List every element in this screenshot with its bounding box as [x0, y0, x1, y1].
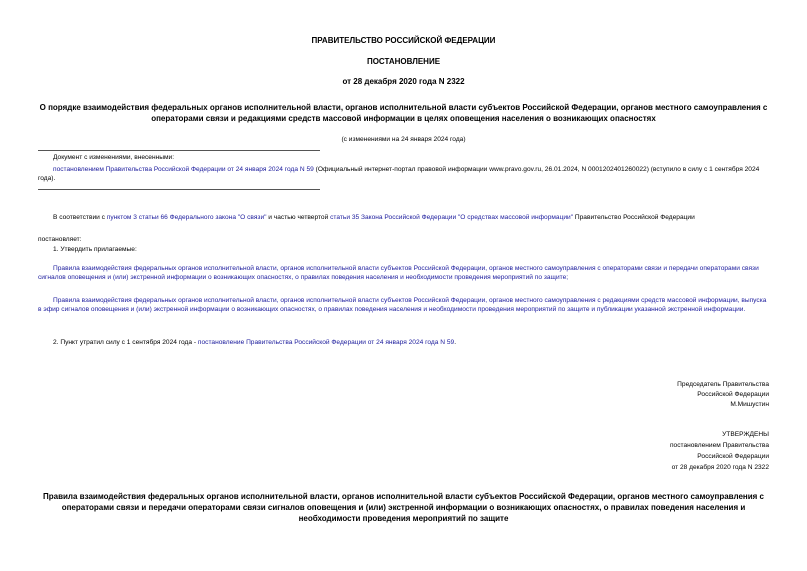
changes-intro: Документ с изменениями, внесенными:	[53, 154, 175, 161]
item-1: 1. Утвердить прилагаемые:	[53, 246, 137, 253]
document-type: ПОСТАНОВЛЕНИЕ	[366, 57, 441, 66]
preamble-link-mass-media[interactable]: статьи 35 Закона Российской Федерации "О средствах массовой информации"	[330, 214, 574, 221]
document-date-number: от 28 декабря 2020 года N 2322	[342, 77, 465, 86]
approval-by: постановлением Правительства	[669, 441, 769, 449]
government-name: ПРАВИТЕЛЬСТВО РОССИЙСКОЙ ФЕДЕРАЦИИ	[311, 36, 496, 45]
decides-text: постановляет:	[38, 236, 82, 243]
changes-text	[38, 166, 769, 183]
preamble-start: В соответствии с	[53, 214, 107, 221]
changes-rest: (Официальный интернет-портал правовой информации www.pravo.gov.ru, 26.01.2024, N 0001202401260022) (вступило в силу с 1 сентября 2024 года).	[38, 166, 760, 182]
document-title: О порядке взаимодействия федеральных органов исполнительной власти, органов исполнительной власти субъектов Российской Федерации, органов местного самоуправления с операторами связи и редакциями средств массовой информации в целях оповещения населения о возникающих опасностях	[39, 103, 768, 123]
preamble-end: Правительство Российской Федерации	[573, 214, 695, 221]
changes-link[interactable]: постановлением Правительства Российской Федерации от 24 января 2024 года N 59	[53, 166, 314, 173]
item-2-text: 2. Пункт утратил силу с 1 сентября 2024 года -	[53, 339, 198, 346]
item-2	[53, 339, 769, 348]
preamble-mid: и частью четвертой	[266, 214, 331, 221]
signature-name: М.Мишустин	[730, 401, 769, 409]
preamble-link-law-communications[interactable]: пунктом 3 статьи 66 Федерального закона "О связи"	[106, 214, 267, 221]
signature-block	[677, 380, 769, 411]
approval-country: Российской Федерации	[697, 452, 769, 460]
approval-block	[670, 430, 769, 474]
item-2-link[interactable]: постановление Правительства Российской Федерации от 24 января 2024 года N 59	[197, 339, 455, 346]
rules-heading: Правила взаимодействия федеральных органов исполнительной власти, органов исполнительной власти субъектов Российской Федерации, органов местного самоуправления с операторами связи и передачи операторами связи сигналов оповещения и (или) экстренной информации о возникающих опасностях, о правилах поведения населения и необходимости проведения мероприятий по защите	[42, 492, 764, 523]
rules-link-2[interactable]: Правила взаимодействия федеральных органов исполнительной власти, органов исполнительной власти субъектов Российской Федерации, органов местного самоуправления с редакциями средств массовой информации, выпуска в эфир сигналов оповещения и (или) экстренной информации о возникающих опасностях, о правилах поведения населения и необходимости проведения мероприятий по защите и публикации указанной экстренной информации.	[38, 297, 767, 313]
approval-date: от 28 декабря 2020 года N 2322	[671, 463, 769, 471]
approval-title: УТВЕРЖДЕНЫ	[722, 431, 769, 438]
item-2-end: .	[454, 339, 457, 346]
divider-top	[38, 150, 320, 151]
divider-bottom	[38, 189, 320, 190]
preamble	[53, 214, 769, 223]
signature-country: Российской Федерации	[697, 391, 769, 399]
amendment-note: (с изменениями на 24 января 2024 года)	[341, 136, 466, 143]
rules-link-1[interactable]: Правила взаимодействия федеральных органов исполнительной власти, органов исполнительной власти субъектов Российской Федерации, органов местного самоуправления с операторами связи и передачи операторами связи сигналов оповещения и (или) экстренной информации о возникающих опасностях, о правилах поведения населения и необходимости проведения мероприятий по защите;	[38, 265, 759, 281]
signature-position: Председатель Правительства	[677, 381, 769, 388]
